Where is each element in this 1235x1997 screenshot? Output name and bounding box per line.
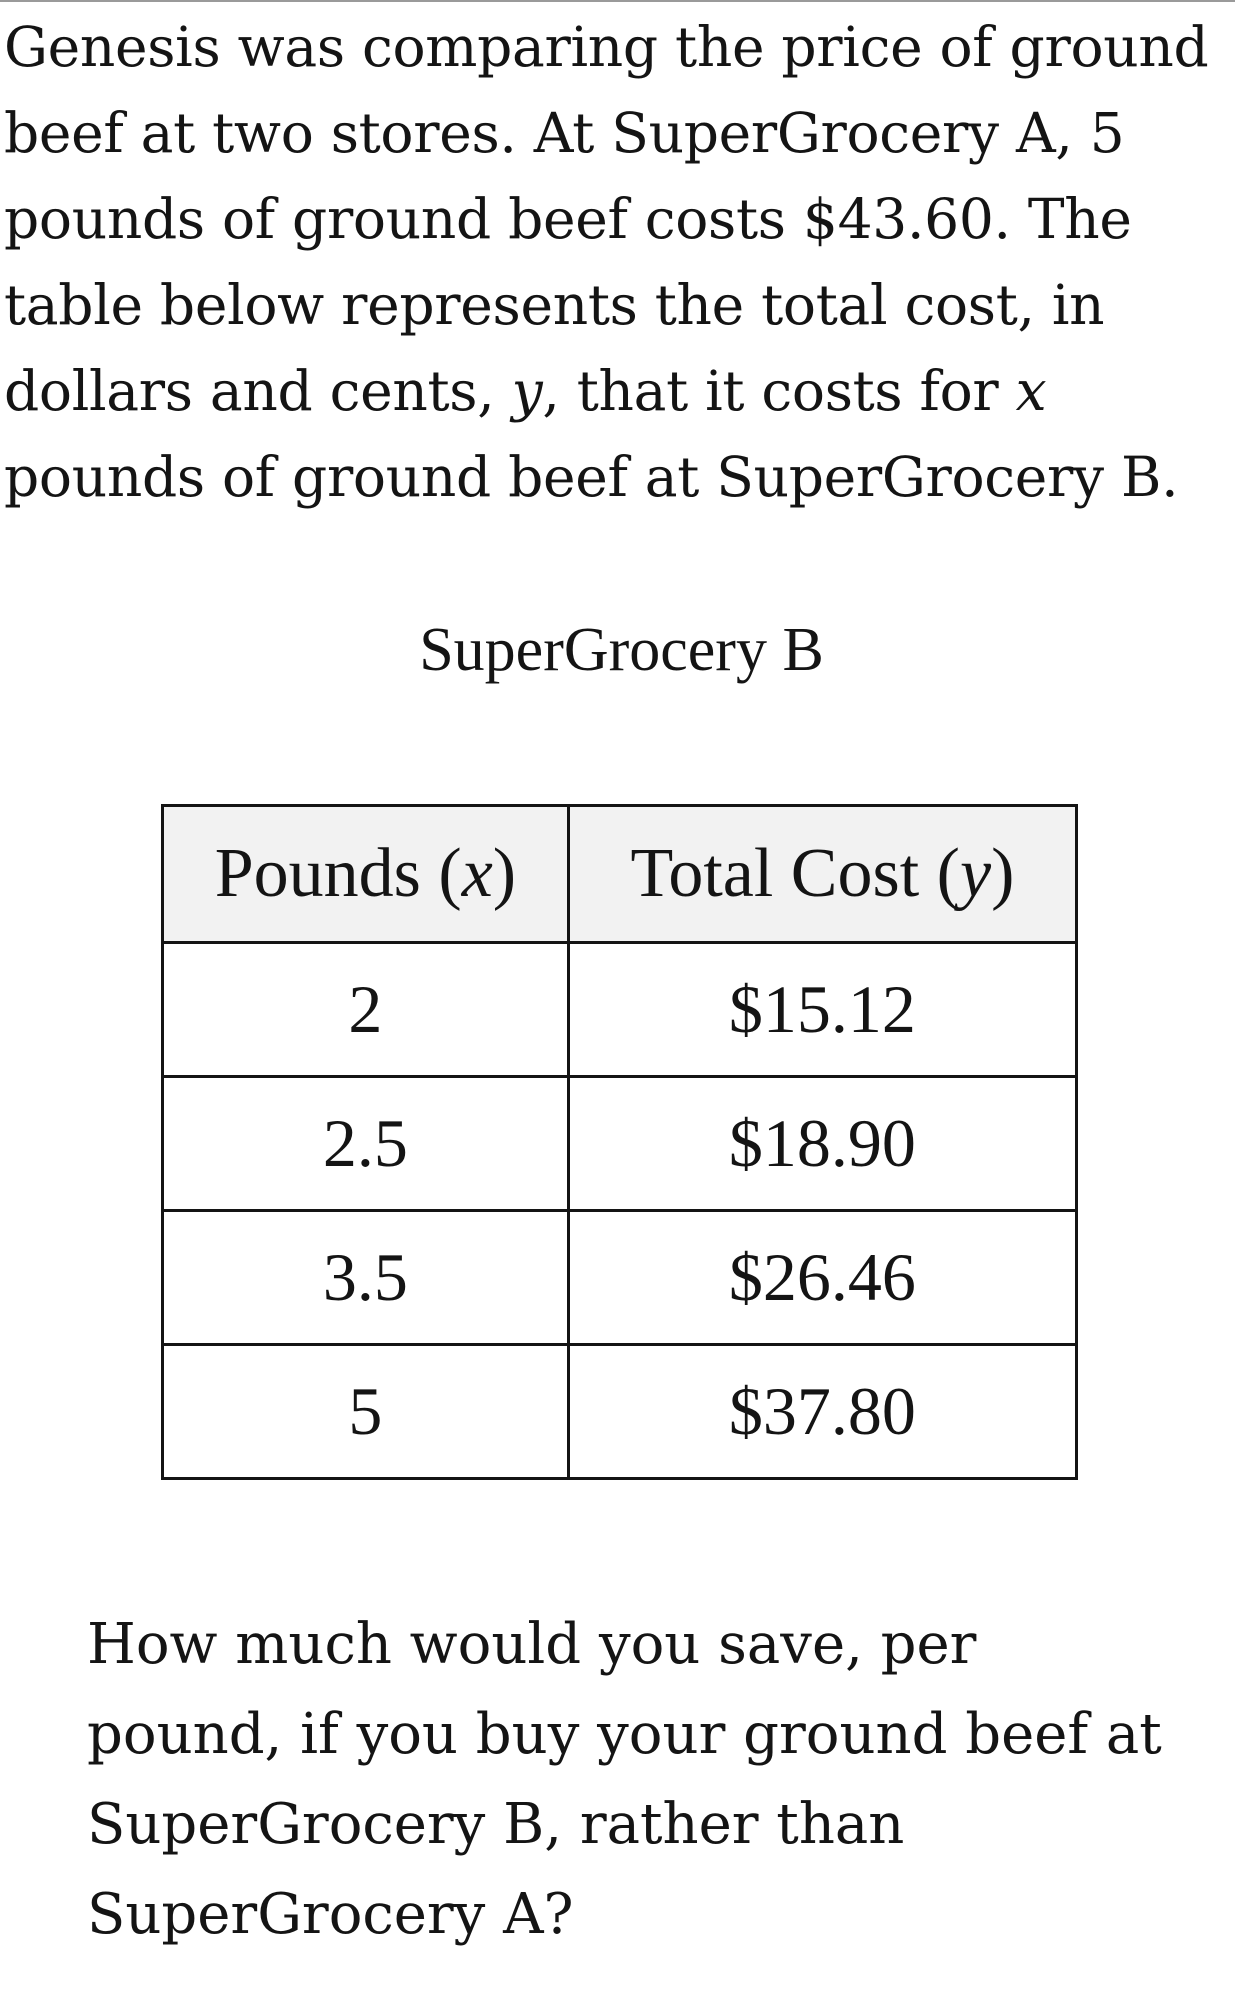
table-row [163,1211,1077,1345]
question-text: How much would you save, per pound, if you buy your ground beef at SuperGrocery B, rather than SuperGrocery A? [87,1612,1162,1947]
problem-statement [4,4,1224,520]
cost-cell: $18.90 [568,1077,1076,1211]
pounds-header-label: Pounds ( [214,835,462,912]
cost-header-variable: y [959,835,992,912]
pounds-header-variable: x [461,835,493,912]
pounds-header-close: ) [492,835,517,912]
table-title [0,608,1235,692]
table-row [163,943,1077,1077]
price-table [161,804,1078,1480]
cost-cell: $15.12 [568,943,1076,1077]
top-divider [0,0,1235,2]
cost-cell: $26.46 [568,1211,1076,1345]
table-row [163,1077,1077,1211]
pounds-cell: 3.5 [163,1211,569,1345]
pounds-cell: 2 [163,943,569,1077]
cost-cell: $37.80 [568,1345,1076,1479]
problem-text-part-1: Genesis was comparing the price of ground beef at two stores. At SuperGrocery A, 5 pounds of ground beef costs $43.60. The table below represents the total cost, in dollars and cents, [4,15,1209,423]
table-title-text: SuperGrocery B [419,616,824,684]
pounds-column-header [163,806,569,943]
table-header-row [163,806,1077,943]
table-row [163,1345,1077,1479]
cost-header-close: ) [991,835,1015,912]
pounds-cell: 5 [163,1345,569,1479]
pounds-cell: 2.5 [163,1077,569,1211]
cost-column-header [568,806,1076,943]
cost-header-label: Total Cost ( [630,835,960,912]
variable-x: x [1015,359,1047,423]
problem-text-part-3: pounds of ground beef at SuperGrocery B. [4,445,1179,509]
problem-text-part-2: , that it costs for [542,359,1016,423]
variable-y: y [511,359,543,423]
